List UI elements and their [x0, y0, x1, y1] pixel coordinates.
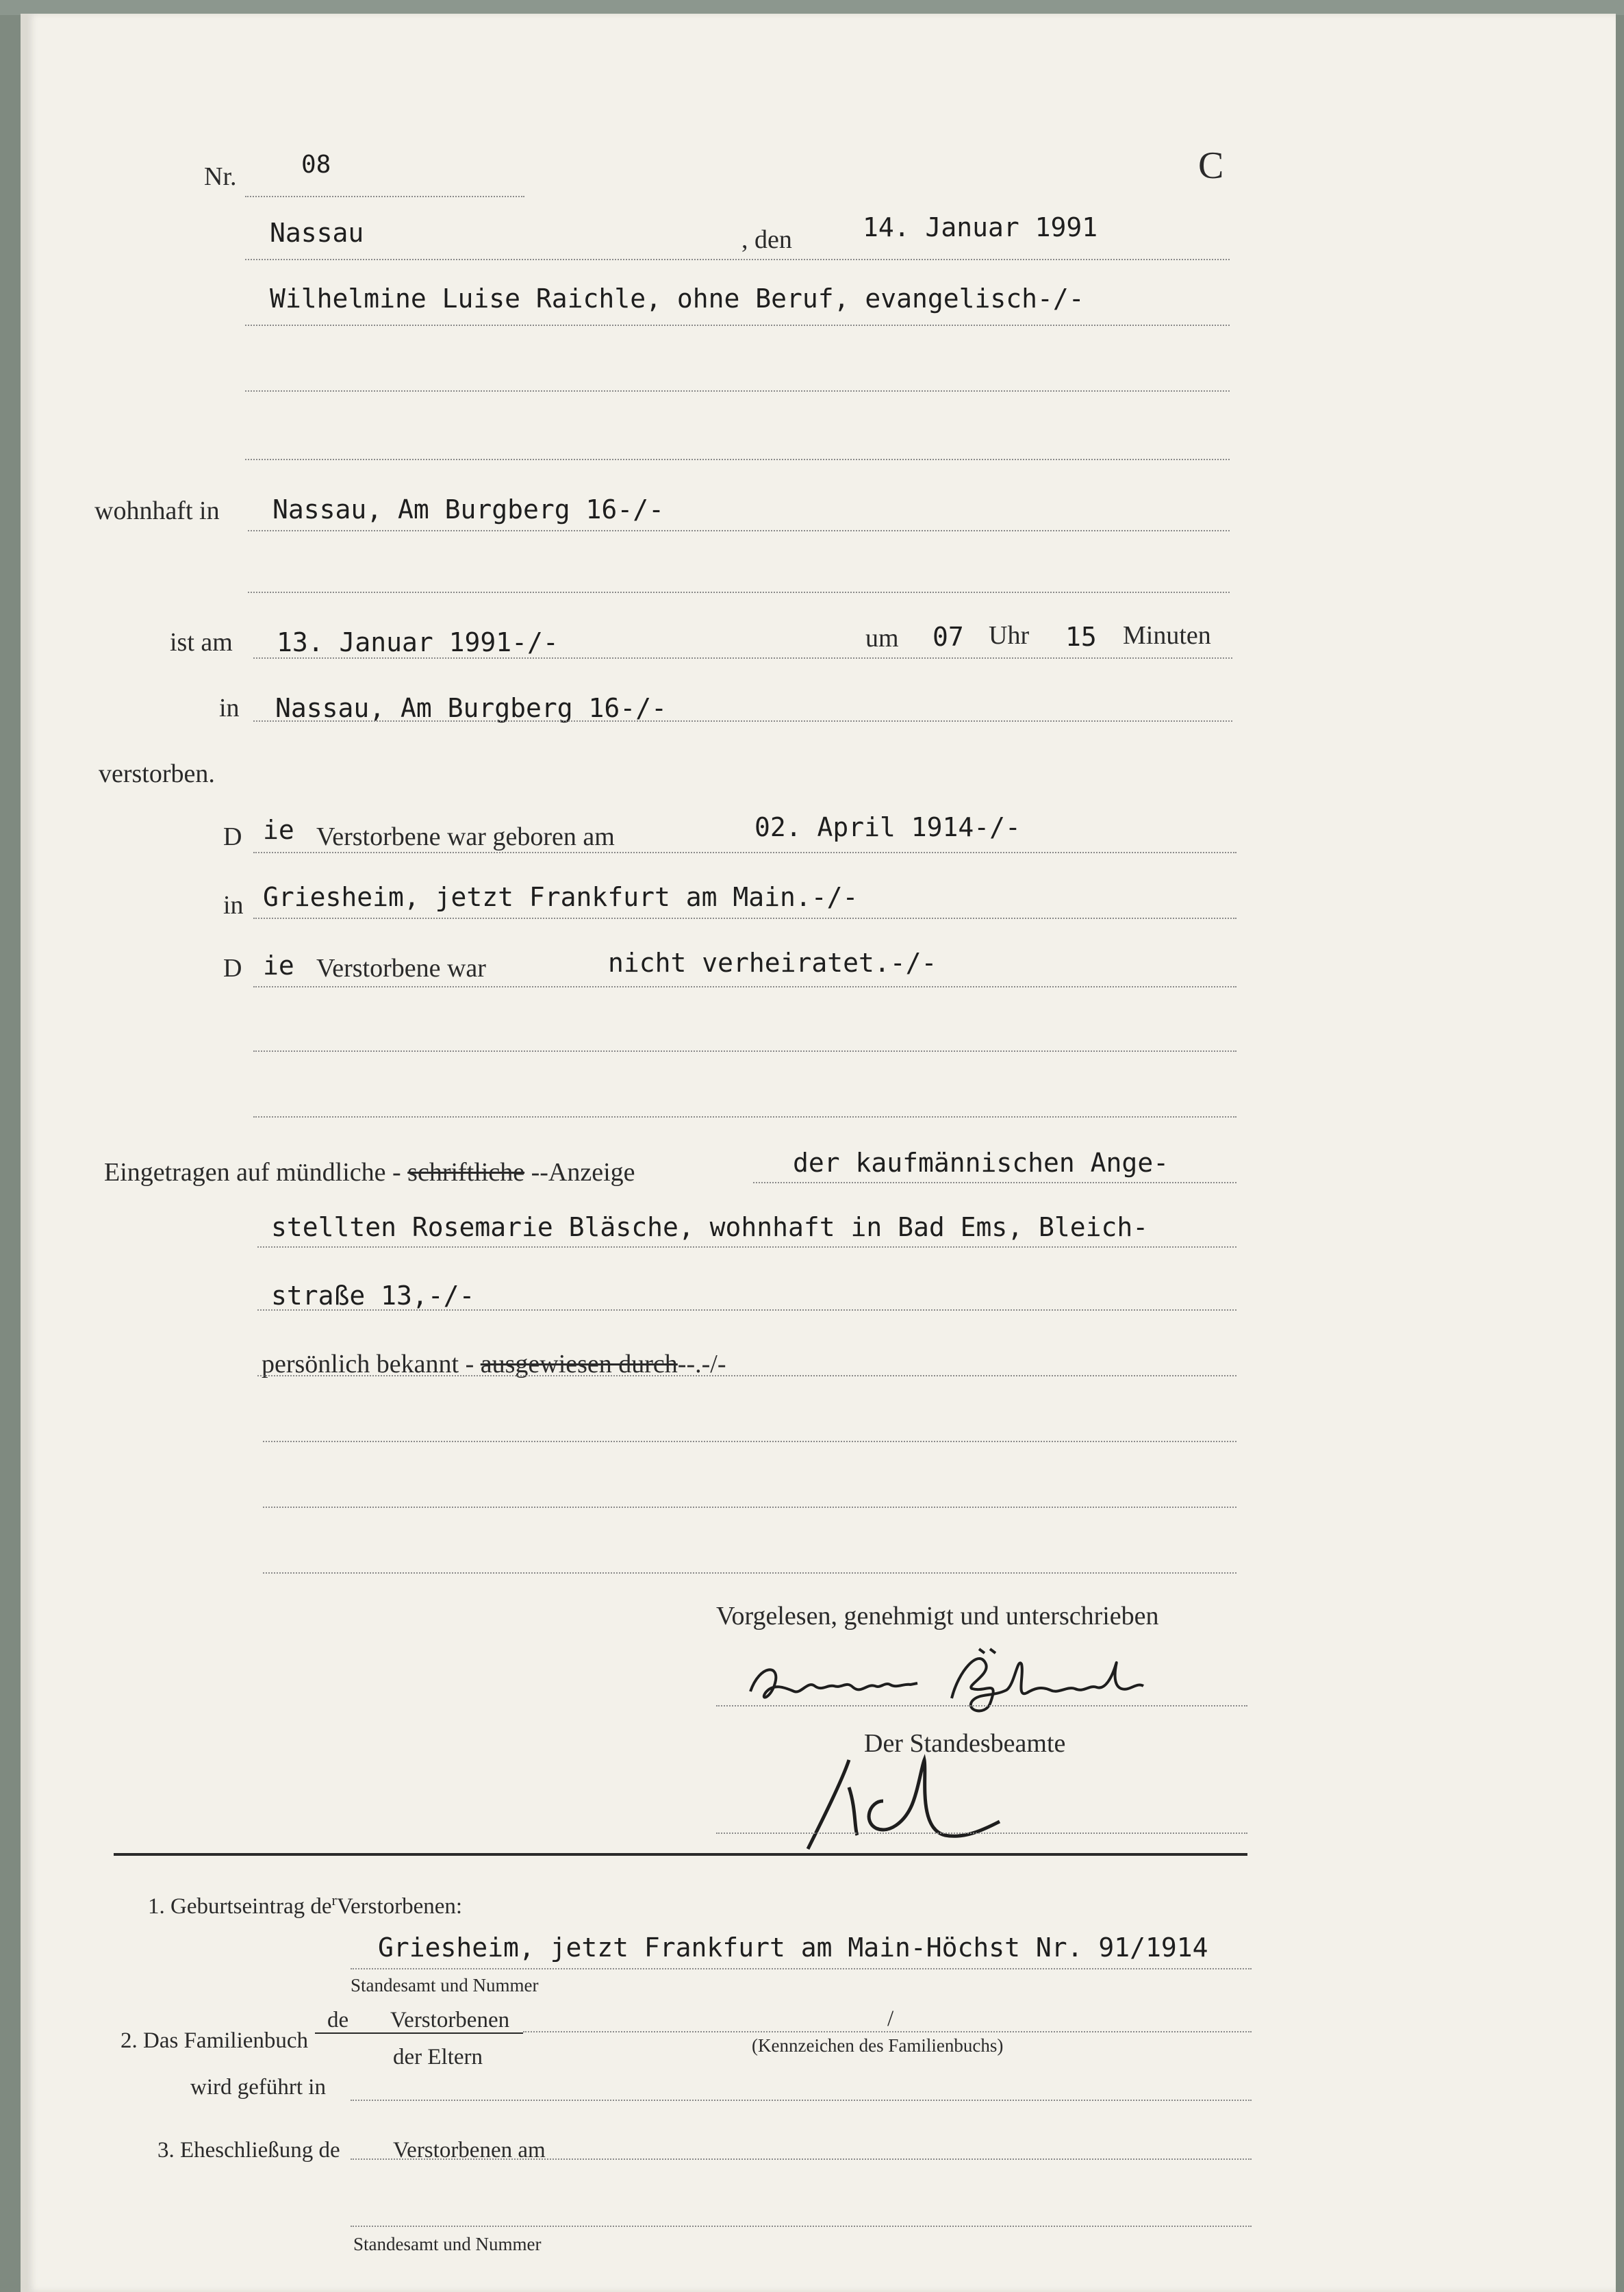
family-book-underline	[315, 2032, 523, 2034]
birth-place-line	[253, 918, 1236, 919]
birth-place: Griesheim, jetzt Frankfurt am Main.-/-	[263, 882, 859, 912]
official-signature	[781, 1753, 1006, 1856]
blank-line-3	[263, 1572, 1236, 1574]
death-date: 13. Januar 1991-/-	[277, 627, 559, 657]
marital-label: Verstorbene war	[316, 954, 486, 983]
informant-line-2: stellten Rosemarie Bläsche, wohnhaft in Bad Ems, Bleich-	[271, 1212, 1149, 1242]
birth-d-fill: ie	[263, 815, 294, 845]
family-book-line	[523, 2031, 1252, 2032]
nr-value: 08	[301, 151, 331, 179]
deceased-name-line: Wilhelmine Luise Raichle, ohne Beruf, evangelisch-/-	[270, 284, 1084, 314]
identity-label: persönlich bekannt - ausgewiesen durch--.-/-	[262, 1350, 726, 1378]
marriage-line	[351, 2158, 1252, 2160]
marriage-line-2	[351, 2226, 1252, 2227]
family-book-slash: /	[887, 2006, 894, 2031]
death-place-line	[253, 720, 1232, 722]
minuten-label: Minuten	[1123, 621, 1211, 650]
death-hour: 07	[932, 622, 964, 652]
background-strip	[0, 0, 1624, 15]
nr-line	[245, 196, 524, 197]
um-label: um	[865, 624, 899, 653]
residence-line-2	[248, 592, 1230, 593]
registration-line-1	[753, 1182, 1236, 1183]
birth-date: 02. April 1914-/-	[754, 812, 1021, 842]
family-book-de: de	[327, 2008, 349, 2032]
registration-date: 14. Januar 1991	[863, 212, 1098, 242]
blank-line-2	[263, 1507, 1236, 1508]
marital-line-2	[253, 1050, 1236, 1052]
death-in-label: in	[219, 694, 240, 722]
place-date-line	[245, 259, 1230, 260]
register-letter: C	[1198, 144, 1224, 187]
marital-status: nicht verheiratet.-/-	[608, 948, 937, 978]
official-signature-line	[716, 1833, 1247, 1834]
person-line-1	[245, 325, 1230, 326]
marital-line-3	[253, 1116, 1236, 1118]
standesamt-nummer-caption-2: Standesamt und Nummer	[353, 2234, 542, 2254]
residence-line	[248, 530, 1230, 531]
informant-line-1: der kaufmännischen Ange-	[793, 1148, 1169, 1178]
birth-d-label: D	[223, 822, 242, 851]
marital-line	[253, 986, 1236, 987]
family-book-eltern: der Eltern	[393, 2045, 483, 2069]
birth-date-line	[253, 852, 1236, 853]
death-date-line	[253, 657, 1232, 659]
family-book-place-line	[351, 2100, 1252, 2101]
official-label: Der Standesbeamte	[864, 1729, 1066, 1758]
uhr-label: Uhr	[989, 621, 1030, 650]
marital-d-label: D	[223, 954, 242, 983]
place-value: Nassau	[270, 218, 364, 248]
birth-entry-line	[351, 1968, 1252, 1969]
death-place: Nassau, Am Burgberg 16-/-	[275, 693, 667, 723]
nr-label: Nr.	[204, 162, 237, 191]
informant-signature	[746, 1650, 1198, 1726]
registration-label: Eingetragen auf mündliche - schriftliche --Anzeige	[104, 1158, 635, 1187]
residence-value: Nassau, Am Burgberg 16-/-	[272, 494, 664, 525]
standesamt-nummer-caption-1: Standesamt und Nummer	[351, 1975, 539, 1995]
birth-label: Verstorbene war geboren am	[316, 822, 615, 851]
registration-line-3	[257, 1309, 1236, 1311]
registration-line-2	[257, 1246, 1236, 1248]
death-minutes: 15	[1065, 622, 1097, 652]
family-book-label: 2. Das Familienbuch	[120, 2028, 309, 2053]
verstorben-label: verstorben.	[99, 759, 215, 788]
informant-signature-line	[716, 1705, 1247, 1707]
identity-line	[257, 1375, 1236, 1376]
marital-d-fill: ie	[263, 950, 294, 981]
section-divider	[114, 1853, 1247, 1856]
signature-statement: Vorgelesen, genehmigt und unterschrieben	[716, 1602, 1159, 1630]
birth-entry-label: 1. Geburtseintrag $de^rVerstorbenen$:	[148, 1891, 463, 1919]
informant-line-3: straße 13,-/-	[271, 1281, 475, 1311]
blank-line-1	[263, 1441, 1236, 1442]
person-line-3	[245, 459, 1230, 460]
family-book-kennzeichen: (Kennzeichen des Familienbuchs)	[752, 2035, 1004, 2056]
birth-entry-value: Griesheim, jetzt Frankfurt am Main-Höchst Nr. 91/1914	[378, 1932, 1208, 1963]
person-line-2	[245, 390, 1230, 392]
family-book-verstorbenen: Verstorbenen	[390, 2008, 510, 2032]
family-book-place-label: wird geführt in	[190, 2075, 326, 2100]
ist-am-label: ist am	[170, 628, 233, 657]
marriage-value: Verstorbenen am	[393, 2138, 546, 2163]
den-label: , den	[741, 225, 792, 254]
birth-in-label: in	[223, 891, 244, 920]
marriage-label: 3. Eheschließung de	[157, 2138, 340, 2163]
residence-label: wohnhaft in	[94, 496, 220, 525]
